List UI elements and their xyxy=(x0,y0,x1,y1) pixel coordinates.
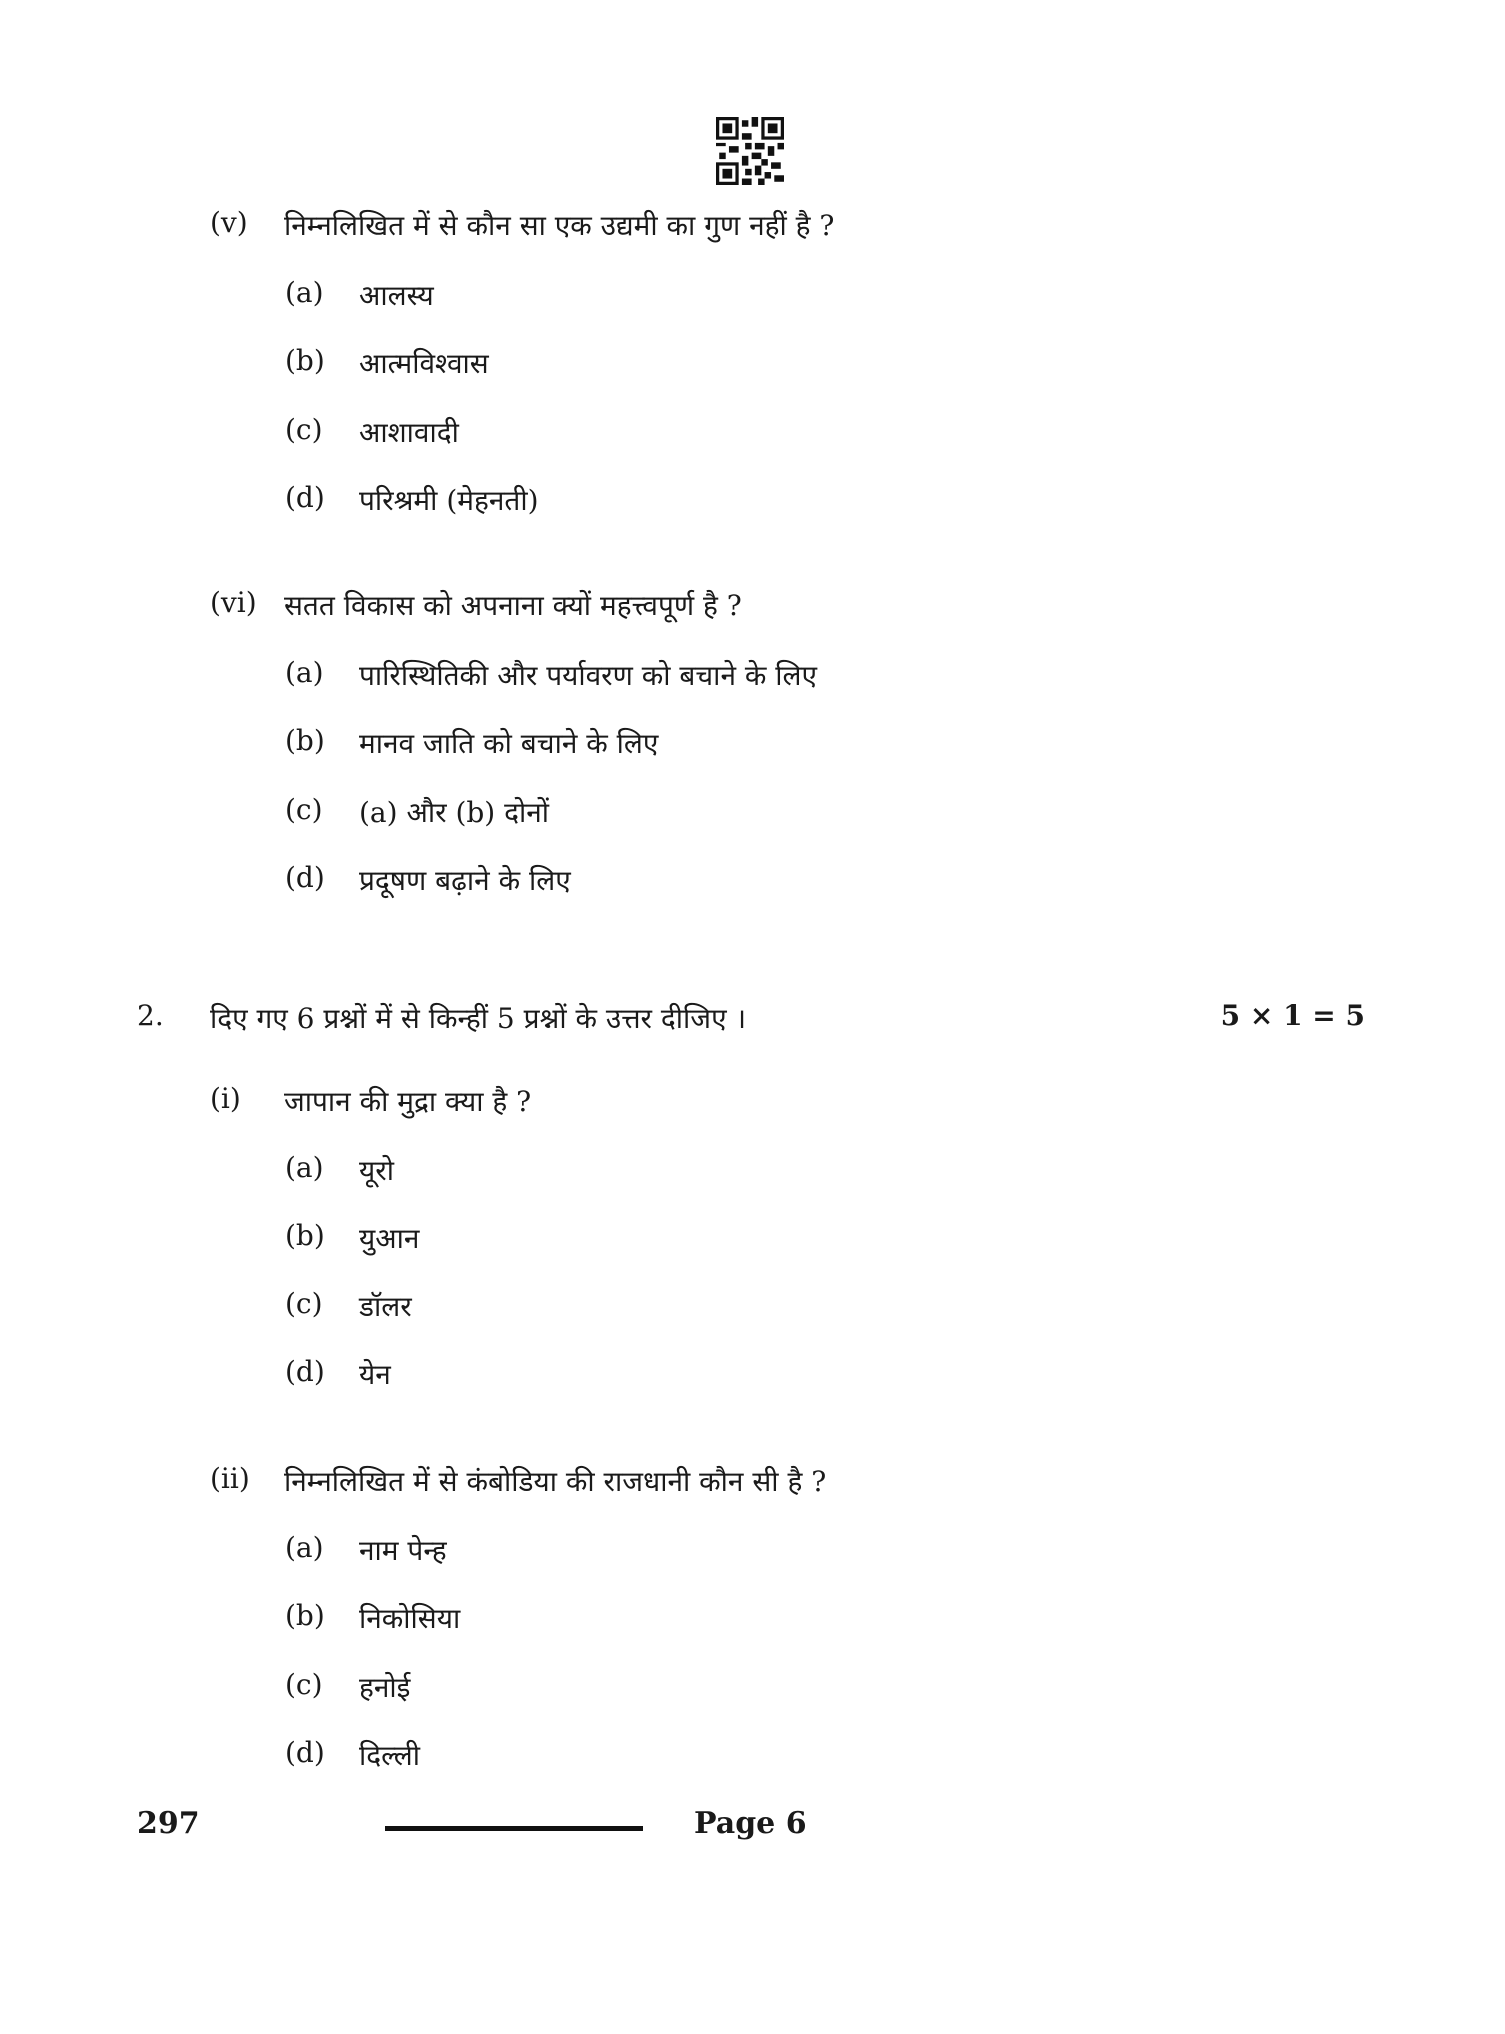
section-number: 2. xyxy=(137,999,164,1032)
question-text: जापान की मुद्रा क्या है ? xyxy=(284,1085,532,1118)
option-label: (a) xyxy=(285,276,324,309)
option-text: पारिस्थितिकी और पर्यावरण को बचाने के लिए xyxy=(359,659,818,692)
option-text: यूरो xyxy=(359,1154,394,1187)
option-text: परिश्रमी (मेहनती) xyxy=(359,484,539,517)
option-text: आलस्य xyxy=(359,279,434,312)
option-text: निकोसिया xyxy=(359,1602,461,1635)
option-text: आशावादी xyxy=(359,416,459,449)
page-number: Page 6 xyxy=(694,1806,807,1841)
section-instruction: दिए गए 6 प्रश्नों में से किन्हीं 5 प्रश्नों के उत्तर दीजिए । xyxy=(210,1002,747,1035)
question-number: (vi) xyxy=(210,586,257,619)
option-text: दिल्ली xyxy=(359,1739,420,1772)
option-text: आत्मविश्वास xyxy=(359,347,489,380)
option-text: (a) और (b) दोनों xyxy=(359,796,550,829)
option-label: (d) xyxy=(285,1736,325,1769)
section-marks: 5 × 1 = 5 xyxy=(1220,999,1365,1032)
option-label: (b) xyxy=(285,344,325,377)
question-number: (i) xyxy=(210,1082,241,1115)
option-label: (b) xyxy=(285,1599,325,1632)
option-label: (b) xyxy=(285,724,325,757)
option-text: मानव जाति को बचाने के लिए xyxy=(359,727,659,760)
question-number: (ii) xyxy=(210,1462,250,1495)
option-label: (b) xyxy=(285,1219,325,1252)
question-text: निम्नलिखित में से कौन सा एक उद्यमी का गुण नहीं है ? xyxy=(284,209,835,242)
question-text: निम्नलिखित में से कंबोडिया की राजधानी कौन सी है ? xyxy=(284,1465,827,1498)
option-label: (c) xyxy=(285,793,323,826)
option-label: (a) xyxy=(285,656,324,689)
qr-code-icon xyxy=(716,117,784,185)
option-label: (d) xyxy=(285,861,325,894)
question-text: सतत विकास को अपनाना क्यों महत्त्वपूर्ण है ? xyxy=(284,589,742,622)
option-text: हनोई xyxy=(359,1671,411,1704)
option-text: प्रदूषण बढ़ाने के लिए xyxy=(359,864,571,897)
paper-code: 297 xyxy=(137,1806,200,1841)
question-number: (v) xyxy=(210,206,248,239)
option-text: येन xyxy=(359,1358,391,1391)
option-label: (d) xyxy=(285,1355,325,1388)
option-label: (d) xyxy=(285,481,325,514)
option-label: (c) xyxy=(285,1668,323,1701)
option-text: डॉलर xyxy=(359,1290,412,1323)
option-label: (c) xyxy=(285,413,323,446)
option-label: (a) xyxy=(285,1531,324,1564)
option-text: नाम पेन्ह xyxy=(359,1534,447,1567)
option-label: (a) xyxy=(285,1151,324,1184)
footer-divider xyxy=(385,1826,643,1831)
option-label: (c) xyxy=(285,1287,323,1320)
option-text: युआन xyxy=(359,1222,420,1255)
